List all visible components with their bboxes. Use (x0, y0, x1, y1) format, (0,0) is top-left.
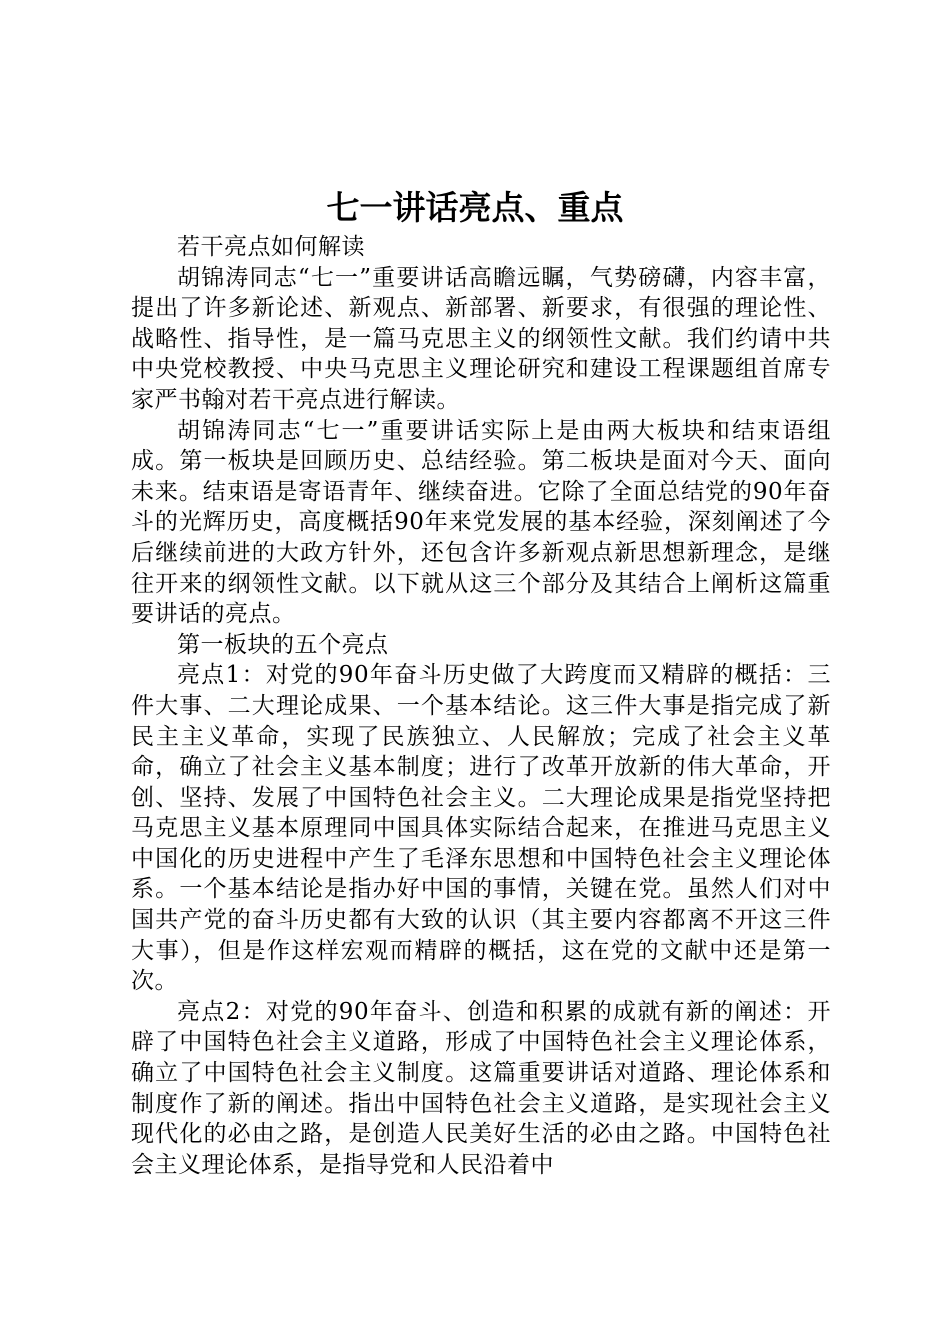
document-body (131, 232, 831, 1180)
document-title: 七一讲话亮点、重点 (326, 188, 624, 227)
paragraph: 亮点2：对党的90年奋斗、创造和积累的成就有新的阐述：开辟了中国特色社会主义道路，形成了中国特色社会主义理论体系，确立了中国特色社会主义制度。这篇重要讲话对道路、理论体系和制度作了新的阐述。指出中国特色社会主义道路，是实现社会主义现代化的必由之路，是创造人民美好生活的必由之路。中国特色社会主义理论体系，是指导党和人民沿着中 (131, 998, 831, 1178)
paragraph: 亮点1：对党的90年奋斗历史做了大跨度而又精辟的概括：三件大事、二大理论成果、一个基本结论。这三件大事是指完成了新民主主义革命，实现了民族独立、人民解放；完成了社会主义革命，确立了社会主义基本制度；进行了改革开放新的伟大革命，开创、坚持、发展了中国特色社会主义。二大理论成果是指党坚持把马克思主义基本原理同中国具体实际结合起来，在推进马克思主义中国化的历史进程中产生了毛泽东思想和中国特色社会主义理论体系。一个基本结论是指办好中国的事情，关键在党。虽然人们对中国共产党的奋斗历史都有大致的认识（其主要内容都离不开这三件大事），但是作这样宏观而精辟的概括，这在党的文献中还是第一次。 (131, 662, 831, 995)
paragraph-subheading: 第一板块的五个亮点 (177, 631, 389, 658)
paragraph-subheading: 若干亮点如何解读 (177, 234, 365, 260)
paragraph: 胡锦涛同志“七一”重要讲话高瞻远瞩，气势磅礴，内容丰富，提出了许多新论述、新观点、新部署、新要求，有很强的理论性、战略性、指导性，是一篇马克思主义的纲领性文献。我们约请中共中央党校教授、中央马克思主义理论研究和建设工程课题组首席专家严书翰对若干亮点进行解读。 (131, 264, 831, 413)
paragraph: 胡锦涛同志“七一”重要讲话实际上是由两大板块和结束语组成。第一板块是回顾历史、总结经验。第二板块是面对今天、面向未来。结束语是寄语青年、继续奋进。它除了全面总结党的90年奋斗的光辉历史，高度概括90年来党发展的基本经验，深刻阐述了今后继续前进的大政方针外，还包含许多新观点新思想新理念，是继往开来的纲领性文献。以下就从这三个部分及其结合上阐析这篇重要讲话的亮点。 (131, 417, 831, 628)
